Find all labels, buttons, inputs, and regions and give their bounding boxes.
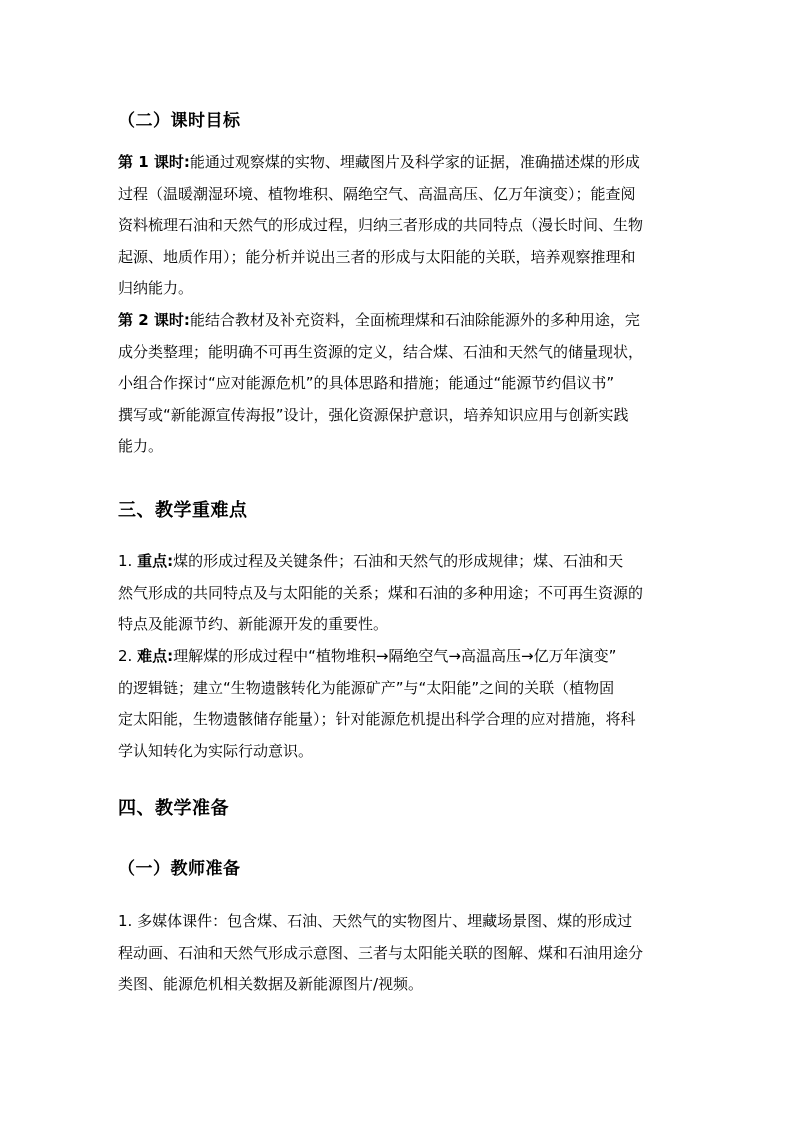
lesson1-line-1: 第 1 课时:能通过观察煤的实物、埋藏图片及科学家的证据，准确描述煤的形成 (118, 153, 640, 171)
lesson2-line-1: 第 2 课时:能结合教材及补充资料，全面梳理煤和石油除能源外的多种用途，完 (118, 311, 640, 329)
preparation-item-1-line-1: 1. 多媒体课件：包含煤、石油、天然气的实物图片、埋藏场景图、煤的形成过 (118, 912, 633, 930)
lesson2-paragraph (118, 305, 684, 463)
lesson2-label: 第 2 课时: (118, 311, 190, 329)
key-point-2-line-2: 的逻辑链；建立“生物遗骸转化为能源矿产”与“太阳能”之间的关联（植物固 (118, 678, 615, 697)
preparation-item-1 (118, 906, 684, 1001)
lesson1-label: 第 1 课时: (118, 153, 190, 171)
key-point-2-line-1: 2. 难点:理解煤的形成过程中“植物堆积→隔绝空气→高温高压→亿万年演变” (118, 647, 617, 665)
lesson2-line-2: 成分类整理；能明确不可再生资源的定义，结合煤、石油和天然气的储量现状， (118, 342, 644, 361)
preparation-item-1-line-3: 类图、能源危机相关数据及新能源图片/视频。 (118, 975, 424, 993)
key-point-2 (118, 641, 684, 767)
lesson1-paragraph (118, 147, 684, 305)
key-point-1-line-2: 然气形成的共同特点及与太阳能的关系；煤和石油的多种用途；不可再生资源的 (118, 583, 644, 602)
lesson-goals-heading: （二）课时目标 (118, 111, 241, 131)
lesson1-line-5: 归纳能力。 (118, 279, 194, 297)
key-point-2-line-4: 学认知转化为实际行动意识。 (118, 741, 314, 760)
lesson1-line-2: 过程（温暖潮湿环境、植物堆积、隔绝空气、高温高压、亿万年演变）；能查阅 (118, 184, 636, 203)
lesson1-line-3: 资料梳理石油和天然气的形成过程，归纳三者形成的共同特点（漫长时间、生物 (118, 216, 644, 234)
lesson2-line-3: 小组合作探讨“应对能源危机”的具体思路和措施；能通过“能源节约倡议书” (118, 374, 615, 392)
teacher-preparation-heading: （一）教师准备 (118, 859, 241, 879)
lesson1-line-4: 起源、地质作用）；能分析并说出三者的形成与太阳能的关联，培养观察推理和 (118, 247, 636, 266)
preparation-item-1-line-2: 程动画、石油和天然气形成示意图、三者与太阳能关联的图解、煤和石油用途分 (118, 943, 644, 962)
key-points-heading: 三、教学重难点 (118, 500, 248, 521)
key-point-label: 重点: (137, 552, 174, 570)
key-point-1 (118, 546, 684, 641)
lesson2-line-5: 能力。 (118, 437, 164, 455)
lesson2-line-4: 撰写或“新能源宣传海报”设计，强化资源保护意识，培养知识应用与创新实践 (118, 405, 629, 424)
key-point-1-line-3: 特点及能源节约、新能源开发的重要性。 (118, 615, 389, 633)
key-point-1-line-1: 1. 重点:煤的形成过程及关键条件；石油和天然气的形成规律；煤、石油和天 (118, 552, 624, 570)
difficulty-label: 难点: (137, 647, 174, 665)
key-point-2-line-3: 定太阳能，生物遗骸储存能量）；针对能源危机提出科学合理的应对措施，将科 (118, 710, 636, 728)
preparation-heading: 四、教学准备 (118, 798, 229, 819)
